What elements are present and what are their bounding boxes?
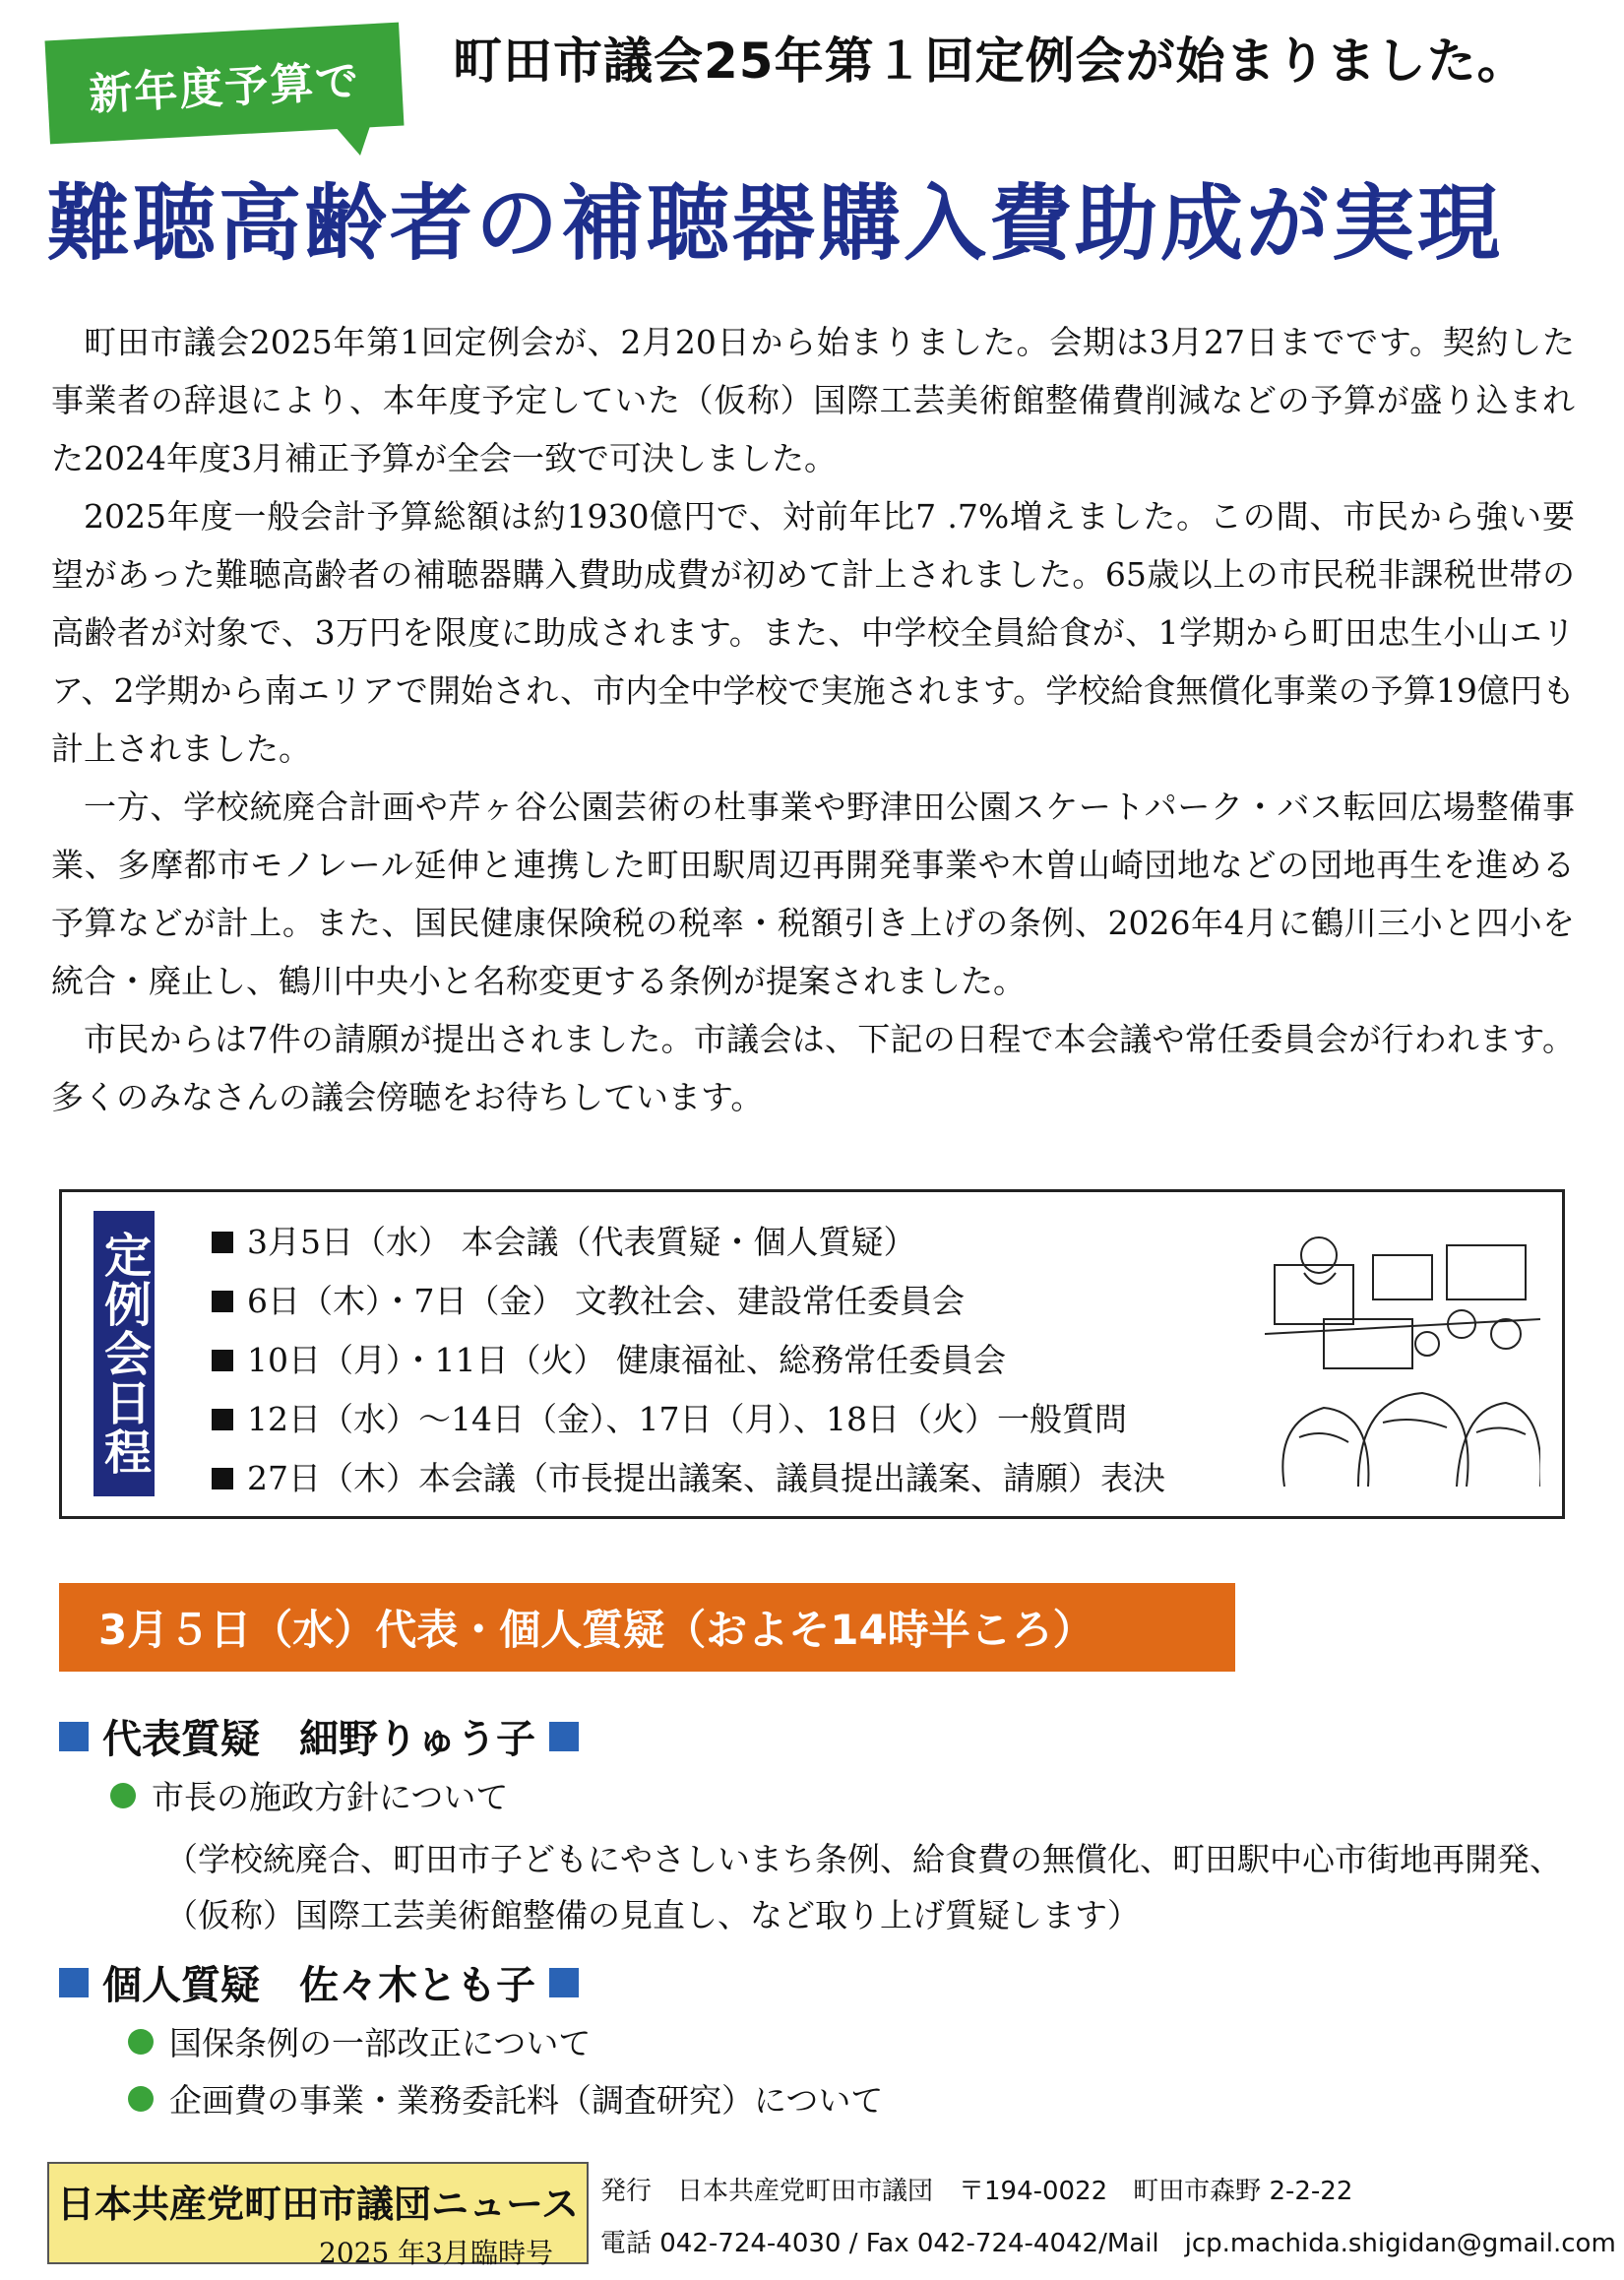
schedule-item-text: 12日（水）〜14日（金）、17日（月）、18日（火）一般質問 (247, 1400, 1127, 1438)
schedule-item (212, 1213, 1165, 1272)
schedule-label: 定例会日程 (94, 1211, 155, 1496)
newsletter-masthead (47, 2162, 589, 2269)
square-bullet-icon (212, 1468, 233, 1489)
paragraph-2: 2025年度一般会計予算総額は約1930億円で、対前年比7 .7%増えました。この間、市民から強い要望があった難聴高齢者の補聴器購入費助成費が初めて計上されました。65歳以上の市民税非課税世帯の高齢者が対象で、3万円を限度に助成されます。また、中学校全員給食が、1学期から町田忠生小山エリア、2学期から南エリアで開始され、市内全中学校で実施されます。学校給食無償化事業の予算19億円も計上されました。 (51, 497, 1575, 768)
assembly-illustration (1265, 1226, 1540, 1487)
headline: 難聴高齢者の補聴器購入費助成が実現 (47, 175, 1504, 272)
schedule-item (212, 1272, 1165, 1331)
representative-detail-line: （仮称）国際工芸美術館整備の見直し、など取り上げ質疑します） (165, 1896, 1140, 1934)
square-bullet-icon (212, 1350, 233, 1371)
individual-bullet (128, 2018, 591, 2064)
individual-bullet (128, 2075, 883, 2122)
schedule-item (212, 1449, 1165, 1508)
schedule-item (212, 1331, 1165, 1390)
individual-question-title: 個人質疑 佐々木とも子 (102, 1963, 535, 2008)
newsletter-title: 日本共産党町田市議団ニュース (56, 2182, 580, 2226)
paragraph-3: 一方、学校統廃合計画や芹ヶ谷公園芸術の杜事業や野津田公園スケートパーク・バス転回広場整備事業、多摩都市モノレール延伸と連携した町田駅周辺再開発事業や木曽山崎団地などの団地再生を進める予算などが計上。また、国民健康保険税の税率・税額引き上げの条例、2026年4月に鶴川三小と四小を統合・廃止し、鶴川中央小と名称変更する条例が提案されました。 (51, 788, 1575, 1000)
session-bar: 3月５日（水）代表・個人質疑（およそ14時半ころ） (59, 1583, 1235, 1672)
schedule-list (212, 1213, 1165, 1508)
schedule-item-text: 10日（月）・11日（火） 健康福祉、総務常任委員会 (247, 1341, 1006, 1379)
representative-bullet-text: 市長の施政方針について (152, 1778, 509, 1816)
tag-tail (335, 126, 370, 156)
schedule-item-text: 3月5日（水） 本会議（代表質疑・個人質疑） (247, 1223, 916, 1261)
green-dot-icon (128, 2029, 154, 2055)
square-bullet-icon (212, 1291, 233, 1312)
newsletter-issue: 2025 年3月臨時号 (319, 2237, 553, 2269)
blue-square-icon (59, 1968, 89, 1997)
green-dot-icon (110, 1783, 136, 1808)
schedule-item-text: 27日（木）本会議（市長提出議案、議員提出議案、請願）表決 (247, 1459, 1165, 1497)
schedule-item-text: 6日（木）・7日（金） 文教社会、建設常任委員会 (247, 1282, 965, 1320)
schedule-item (212, 1390, 1165, 1449)
blue-square-icon (549, 1968, 579, 1997)
article-body (51, 313, 1575, 1126)
square-bullet-icon (212, 1409, 233, 1430)
individual-question-heading (59, 1954, 579, 2010)
tag-new-budget: 新年度予算で (44, 23, 404, 145)
paragraph-1: 町田市議会2025年第1回定例会が、2月20日から始まりました。会期は3月27日までです。契約した事業者の辞退により、本年度予定していた（仮称）国際工芸美術館整備費削減などの予算が盛り込まれた2024年度3月補正予算が全会一致で可決しました。 (51, 323, 1575, 477)
representative-question-title: 代表質疑 細野りゅう子 (102, 1717, 535, 1762)
subheadline: 町田市議会25年第１回定例会が始まりました。 (453, 32, 1528, 90)
representative-bullet (110, 1772, 508, 1818)
blue-square-icon (59, 1722, 89, 1751)
representative-detail-line: （学校統廃合、町田市子どもにやさしいまち条例、給食費の無償化、町田駅中心市街地再開発、 (165, 1840, 1562, 1878)
publisher-info: 発行 日本共産党町田市議団 〒194-0022 町田市森野 2-2-22 (600, 2177, 1353, 2206)
green-dot-icon (128, 2086, 154, 2112)
individual-bullet-text: 企画費の事業・業務委託料（調査研究）について (169, 2081, 884, 2120)
representative-question-heading (59, 1708, 579, 1764)
individual-bullet-text: 国保条例の一部改正について (169, 2024, 592, 2062)
blue-square-icon (549, 1722, 579, 1751)
paragraph-4: 市民からは7件の請願が提出されました。市議会は、下記の日程で本会議や常任委員会が行われます。多くのみなさんの議会傍聴をお待ちしています。 (51, 1020, 1575, 1116)
square-bullet-icon (212, 1232, 233, 1253)
contact-info: 電話 042-724-4030 / Fax 042-724-4042/Mail jcp.machida.shigidan@gmail.com (600, 2229, 1616, 2258)
